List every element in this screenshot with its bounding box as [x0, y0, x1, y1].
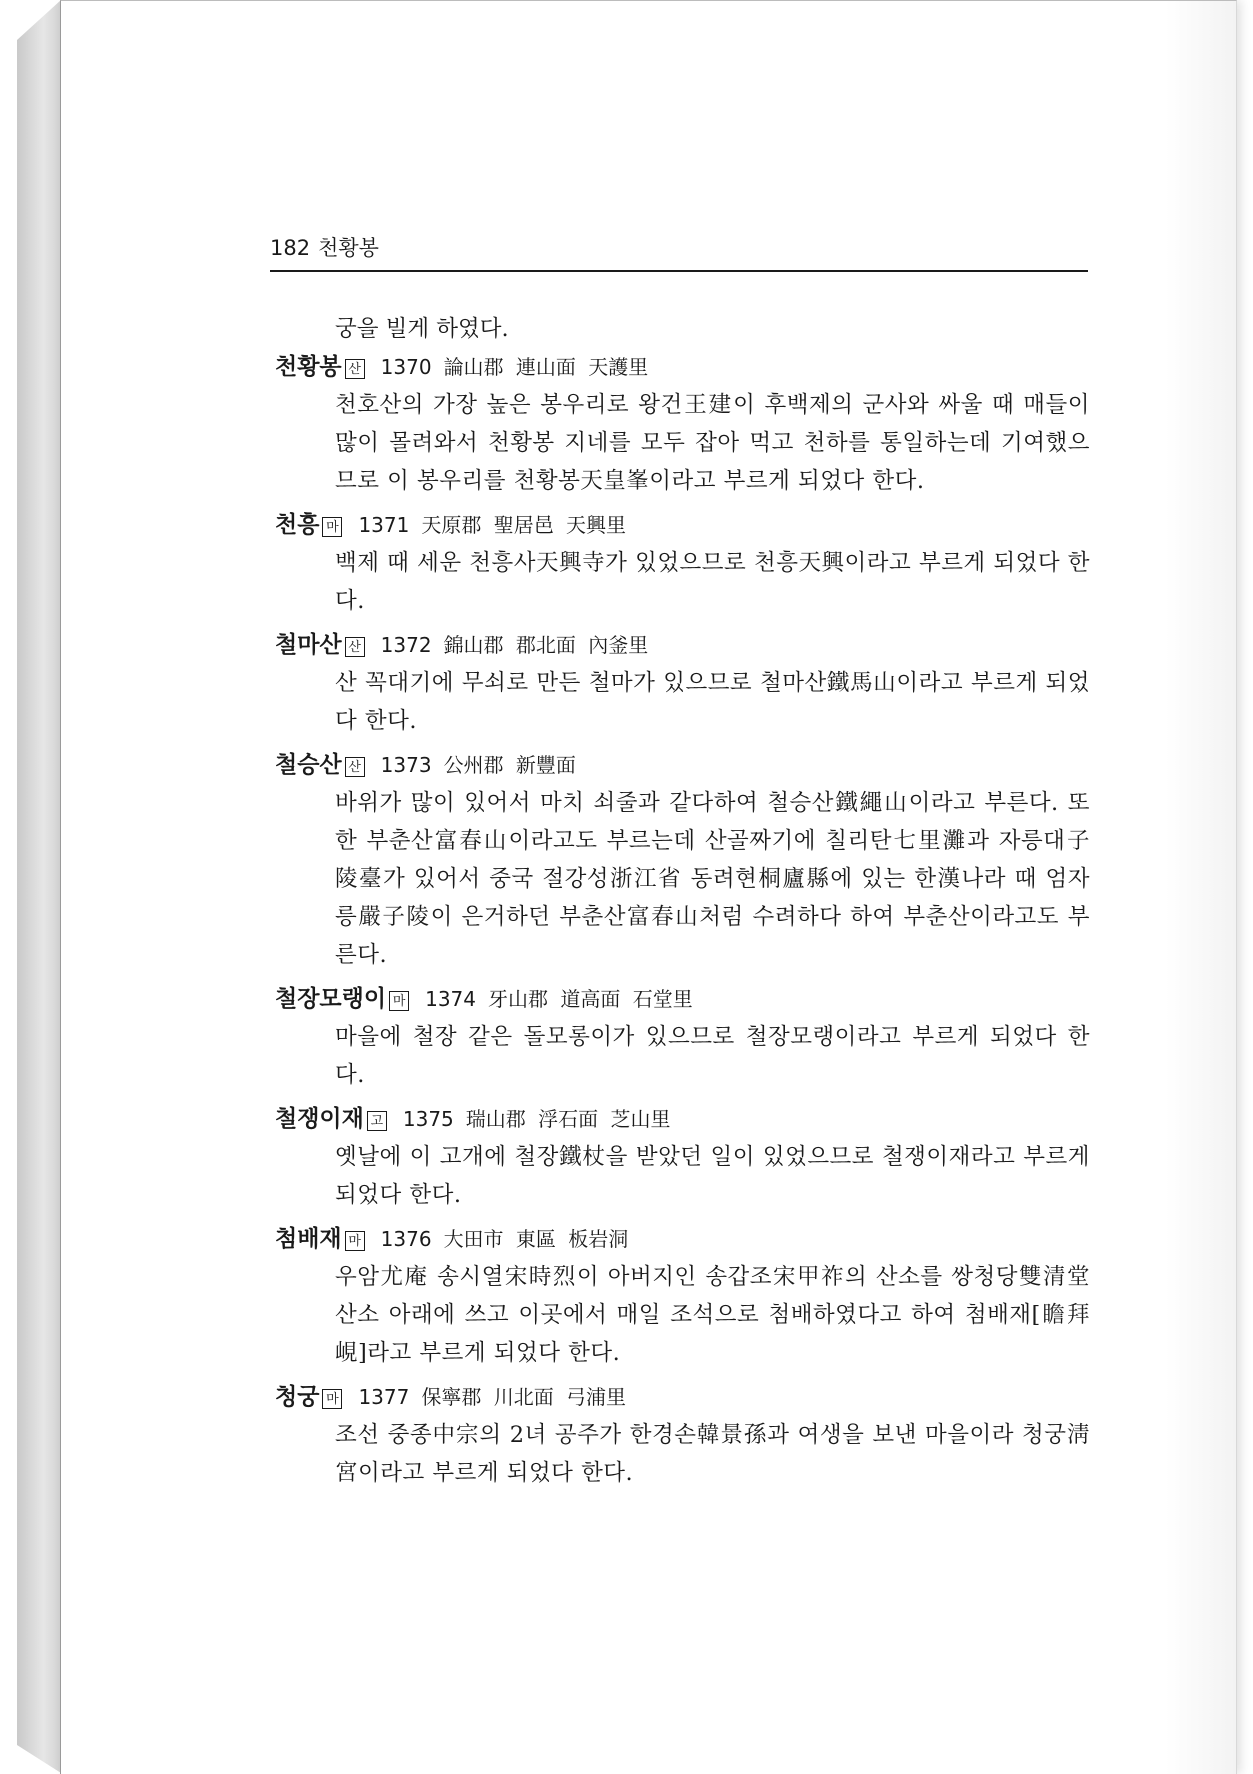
entry-headword: 철장모랭이	[275, 986, 387, 1012]
entry-number: 1375	[402, 1107, 454, 1131]
entry	[275, 746, 1090, 974]
entry-description: 백제 때 세운 천흥사天興寺가 있었으므로 천흥天興이라고 부르게 되었다 한다.	[335, 550, 1090, 614]
entry-headword: 철쟁이재	[275, 1106, 364, 1132]
entry-headword: 첨배재	[275, 1226, 342, 1252]
entry-headword: 청궁	[275, 1384, 320, 1410]
entry-number: 1372	[380, 633, 432, 657]
entry	[275, 506, 1090, 620]
entry-description: 옛날에 이 고개에 철장鐵杖을 받았던 일이 있었으므로 철쟁이재라고 부르게 되었다 한다.	[335, 1144, 1090, 1208]
entry-header	[275, 1100, 1090, 1138]
entry-location: 錦山郡 郡北面 內釜里	[443, 633, 649, 657]
running-head-title: 천황봉	[318, 236, 379, 260]
entry-location: 大田市 東區 板岩洞	[443, 1227, 629, 1251]
entry-description: 조선 중종中宗의 2녀 공주가 한경손韓景孫과 여생을 보낸 마을이라 청궁淸宮이라고 부르게 되었다 한다.	[335, 1422, 1090, 1486]
entry-header	[275, 506, 1090, 544]
entry-number: 1377	[358, 1385, 410, 1409]
entry-header	[275, 980, 1090, 1018]
entry-location: 天原郡 聖居邑 天興里	[421, 513, 627, 537]
entry-location: 牙山郡 道高面 石堂里	[488, 987, 693, 1011]
entry-type-tag: 마	[322, 517, 342, 537]
entry-header	[275, 348, 1090, 386]
entry-number: 1371	[358, 513, 410, 537]
entry-location: 公州郡 新豐面	[443, 753, 576, 777]
entry-description: 우암尤庵 송시열宋時烈이 아버지인 송갑조宋甲祚의 산소를 쌍청당雙清堂 산소 아래에 쓰고 이곳에서 매일 조석으로 첨배하였다고 하여 첨배재[瞻拜峴]라고 부르게 되었다 한다.	[335, 1264, 1090, 1366]
entry-headword: 천황봉	[275, 354, 342, 380]
entry-type-tag: 마	[389, 991, 409, 1011]
entry-location: 瑞山郡 浮石面 芝山里	[465, 1107, 671, 1131]
entry-header	[275, 626, 1090, 664]
page-number: 182	[270, 236, 311, 260]
entry-location: 論山郡 連山面 天護里	[443, 355, 649, 379]
entry-number: 1370	[380, 355, 432, 379]
entry-number: 1373	[380, 753, 432, 777]
entry	[275, 1100, 1090, 1214]
entry-description: 천호산의 가장 높은 봉우리로 왕건王建이 후백제의 군사와 싸울 때 매들이 많이 몰려와서 천황봉 지네를 모두 잡아 먹고 천하를 통일하는데 기여했으므로 이 봉우리를 천황봉天皇峯이라고 부르게 되었다 한다.	[335, 392, 1090, 494]
entry-header	[275, 1378, 1090, 1416]
entry	[275, 1378, 1090, 1492]
book-spine	[17, 0, 61, 1773]
entry-header	[275, 746, 1090, 784]
entry	[275, 626, 1090, 740]
entry-type-tag: 산	[345, 757, 365, 777]
entry-type-tag: 산	[345, 359, 365, 379]
continuation-text: 궁을 빌게 하였다.	[335, 316, 509, 342]
entry-description: 산 꼭대기에 무쇠로 만든 철마가 있으므로 철마산鐵馬山이라고 부르게 되었다 한다.	[335, 670, 1090, 734]
entry-type-tag: 마	[322, 1389, 342, 1409]
entry-description: 마을에 철장 같은 돌모롱이가 있으므로 철장모랭이라고 부르게 되었다 한다.	[335, 1024, 1090, 1088]
entry	[275, 1220, 1090, 1372]
entry	[275, 980, 1090, 1094]
entry-type-tag: 마	[345, 1231, 365, 1251]
running-head	[270, 230, 1088, 272]
entry-type-tag: 산	[345, 637, 365, 657]
entry-headword: 철승산	[275, 752, 342, 778]
entry-headword: 천흥	[275, 512, 320, 538]
entry-number: 1374	[425, 987, 476, 1011]
entry-type-tag: 고	[367, 1111, 387, 1131]
dictionary-content	[275, 310, 1090, 1498]
entry-headword: 철마산	[275, 632, 342, 658]
entry-location: 保寧郡 川北面 弓浦里	[421, 1385, 627, 1409]
entry-description: 바위가 많이 있어서 마치 쇠줄과 같다하여 철승산鐵繩山이라고 부른다. 또한 부춘산富春山이라고도 부르는데 산골짜기에 칠리탄七里灘과 자릉대子陵臺가 있어서 중국 절강성浙江省 동려현桐廬縣에 있는 한漢나라 때 엄자릉嚴子陵이 은거하던 부춘산富春山처럼 수려하다 하여 부춘산이라고도 부른다.	[335, 790, 1090, 968]
entry-header	[275, 1220, 1090, 1258]
entry	[275, 348, 1090, 500]
entry-number: 1376	[380, 1227, 432, 1251]
